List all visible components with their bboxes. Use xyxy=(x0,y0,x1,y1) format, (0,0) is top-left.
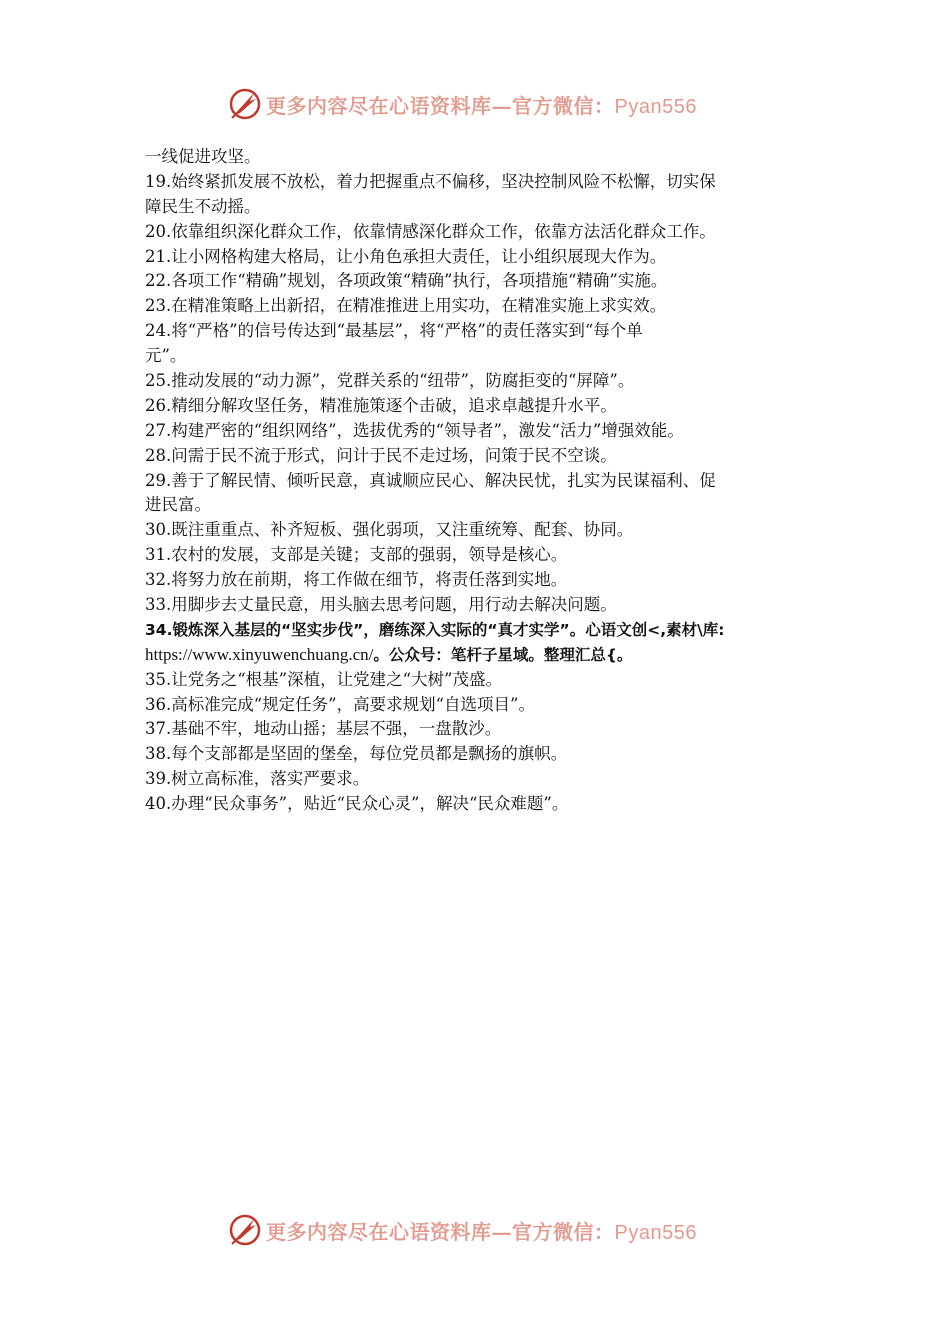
body-line: 25.推动发展的“动力源”，党群关系的“纽带”，防腐拒变的“屏障”。 xyxy=(145,371,635,391)
footer-text xyxy=(266,1216,697,1245)
quill-logo-icon xyxy=(228,1213,262,1247)
body-line: 22.各项工作“精确”规划，各项政策“精确”执行，各项措施“精确”实施。 xyxy=(145,271,668,291)
header-text-cn: 更多内容尽在心语资料库—官方微信： xyxy=(266,93,615,118)
document-body xyxy=(145,145,817,817)
source-account: 。公众号：笔杆子星域。整理汇总{。 xyxy=(373,645,633,664)
body-line: 35.让党务之“根基”深植，让党建之“大树”茂盛。 xyxy=(145,669,502,689)
body-line: 19.始终紧抓发展不放松，着力把握重点不偏移，坚决控制风险不松懈，切实保 xyxy=(145,171,716,191)
body-line: 26.精细分解攻坚任务，精准施策逐个击破，追求卓越提升水平。 xyxy=(145,395,617,415)
body-line: 一线促进攻坚。 xyxy=(145,147,261,166)
body-line: 21.让小网格构建大格局，让小角色承担大责任，让小组织展现大作为。 xyxy=(145,246,667,266)
footer-text-cn: 更多内容尽在心语资料库—官方微信： xyxy=(266,1219,615,1244)
footer-banner xyxy=(228,1212,697,1248)
body-line: 40.办理“民众事务”，贴近“民众心灵”，解决“民众难题”。 xyxy=(145,794,569,814)
body-line: 38.每个支部都是坚固的堡垒，每位党员都是飘扬的旗帜。 xyxy=(145,744,568,764)
body-line: 27.构建严密的“组织网络”，选拔优秀的“领导者”，激发“活力”增强效能。 xyxy=(145,420,684,440)
source-link[interactable]: https://www.xinyuwenchuang.cn/ xyxy=(145,644,374,664)
body-line: 32.将努力放在前期，将工作做在细节，将责任落到实地。 xyxy=(145,570,568,590)
body-line: 28.问需于民不流于形式，问计于民不走过场，问策于民不空谈。 xyxy=(145,445,617,465)
body-line: 进民富。 xyxy=(145,495,211,515)
body-line-watermark: 34.锻炼深入基层的“坚实步伐”，磨练深入实际的“真才实学”。心语文创<,素材\库: xyxy=(145,620,725,639)
quill-logo-icon xyxy=(228,87,262,121)
body-line: 24.将“严格”的信号传达到“最基层”，将“严格”的责任落实到“每个单 xyxy=(145,321,643,341)
body-line: 29.善于了解民情、倾听民意，真诚顺应民心、解决民忧，扎实为民谋福利、促 xyxy=(145,470,716,490)
body-line: 元”。 xyxy=(145,346,187,366)
body-line: 30.既注重重点、补齐短板、强化弱项，又注重统筹、配套、协同。 xyxy=(145,520,634,540)
header-banner xyxy=(228,86,697,122)
body-line: 23.在精准策略上出新招，在精准推进上用实功，在精准实施上求实效。 xyxy=(145,296,667,316)
footer-text-id: Pyan556 xyxy=(614,1221,697,1244)
body-line-url xyxy=(145,643,817,668)
body-line: 20.依靠组织深化群众工作，依靠情感深化群众工作，依靠方法活化群众工作。 xyxy=(145,221,716,241)
header-text xyxy=(266,90,697,119)
body-line: 33.用脚步去丈量民意，用头脑去思考问题，用行动去解决问题。 xyxy=(145,595,617,615)
body-line: 31.农村的发展，支部是关键；支部的强弱，领导是核心。 xyxy=(145,545,568,565)
body-line: 障民生不动摇。 xyxy=(145,196,261,216)
body-line: 37.基础不牢，地动山摇；基层不强，一盘散沙。 xyxy=(145,719,502,739)
body-line: 36.高标准完成“规定任务”，高要求规划“自选项目”。 xyxy=(145,694,535,714)
body-line: 39.树立高标准，落实严要求。 xyxy=(145,769,370,789)
header-text-id: Pyan556 xyxy=(614,95,697,118)
